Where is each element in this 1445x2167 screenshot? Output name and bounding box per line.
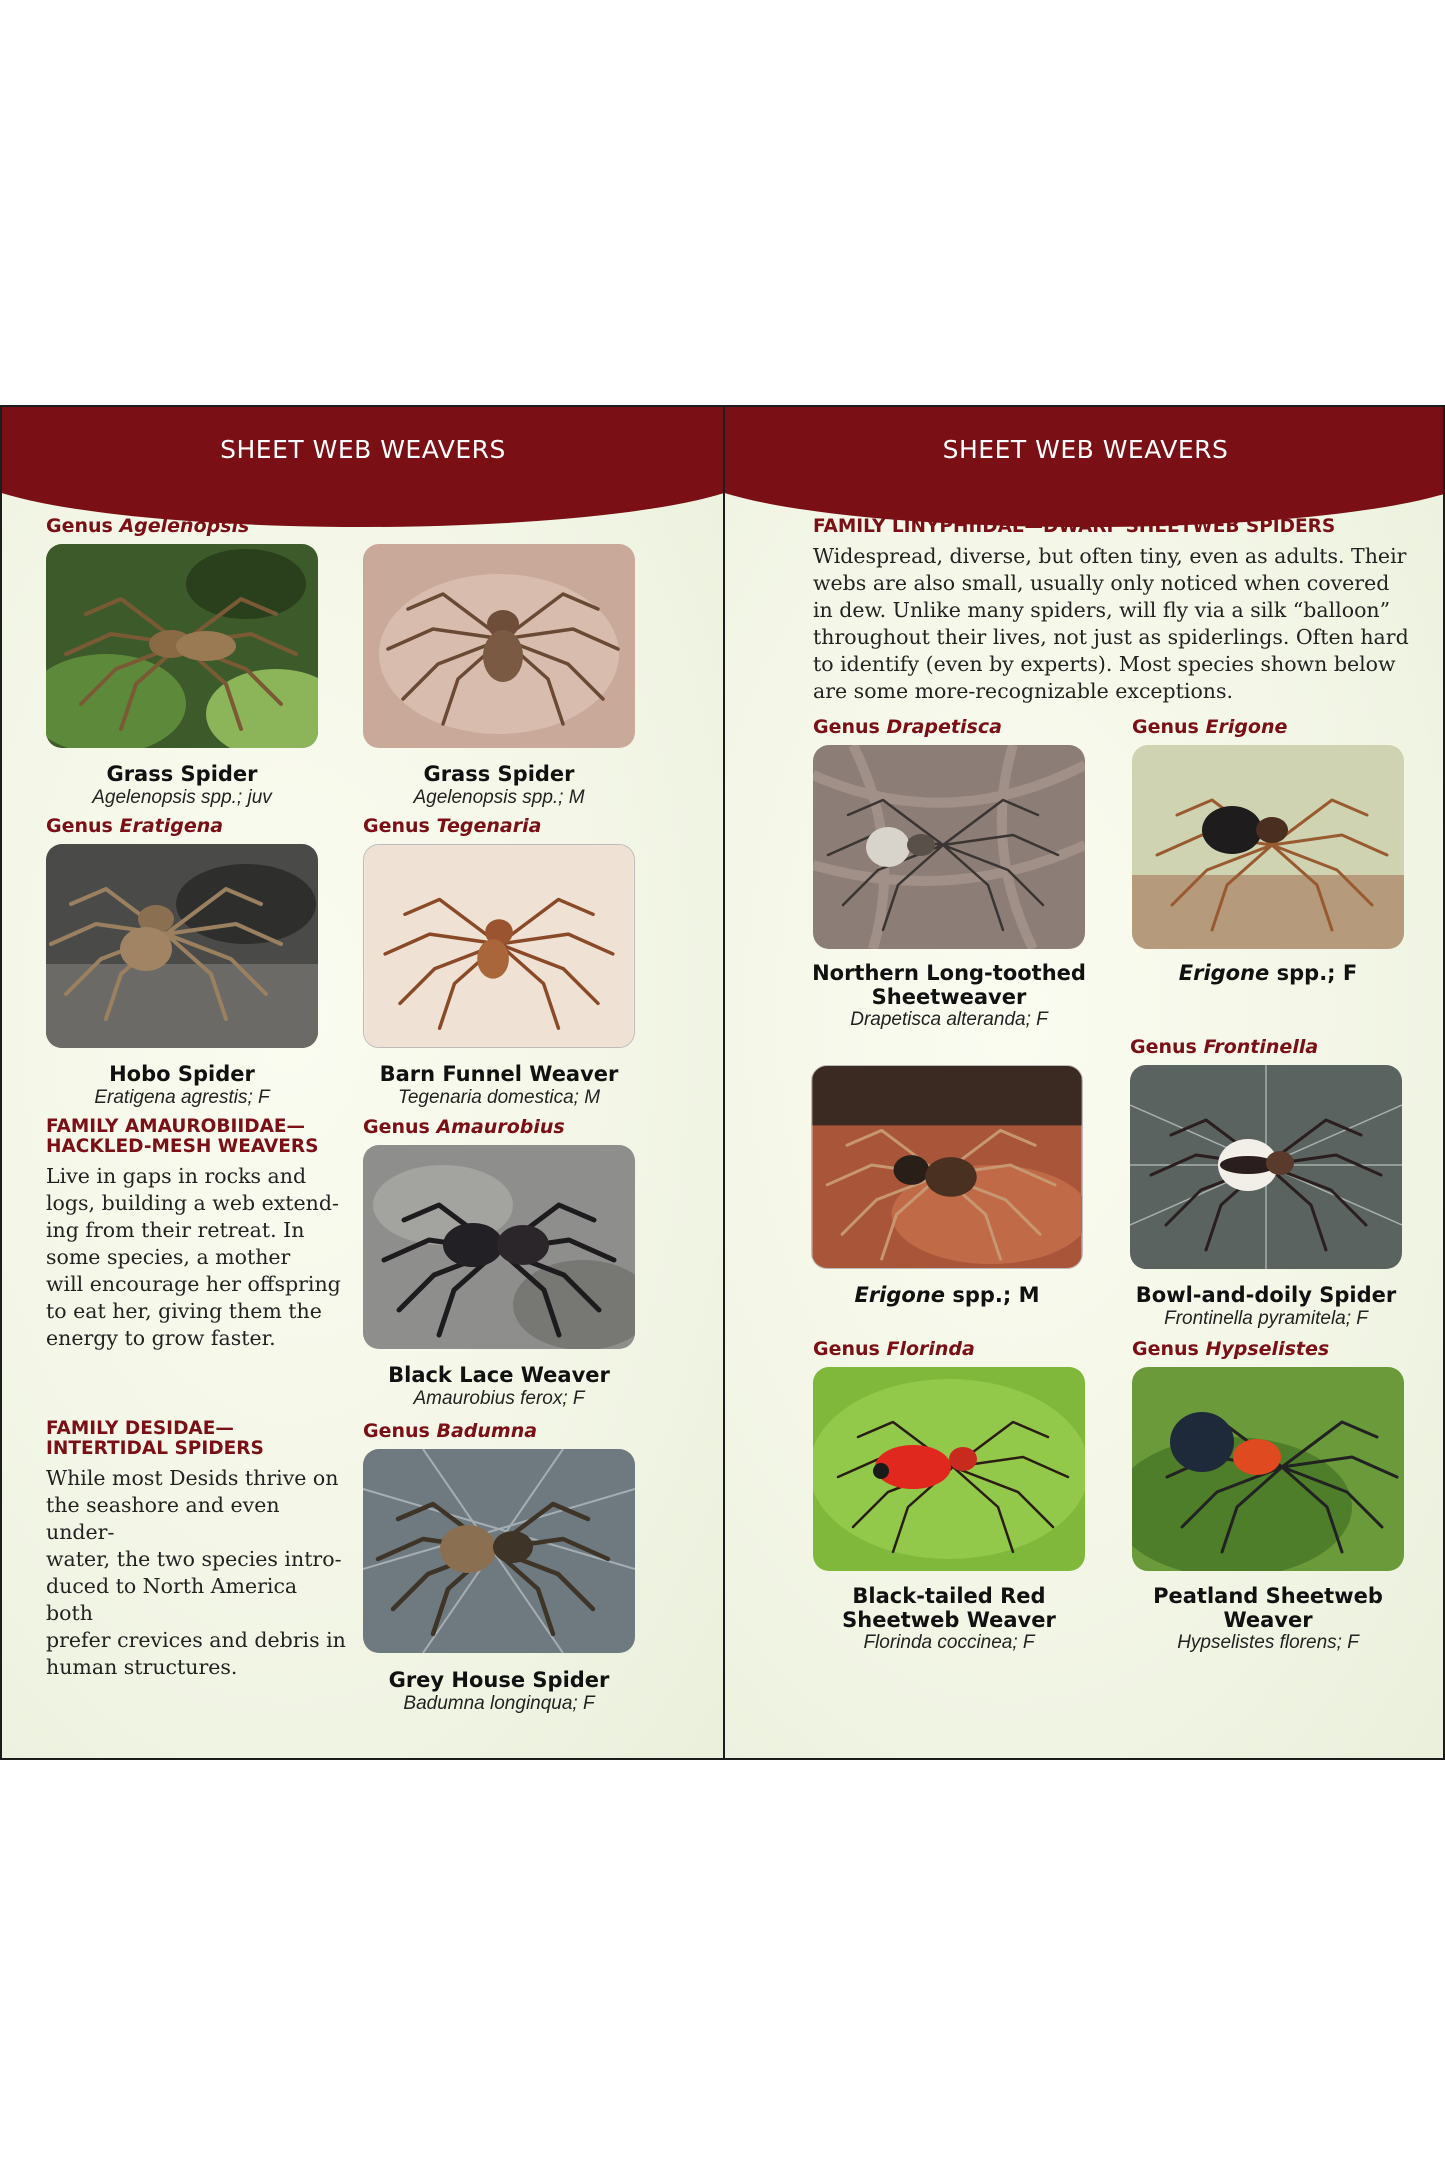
caption-black-lace-weaver: Black Lace Weaver Amaurobius ferox; F bbox=[388, 1363, 610, 1409]
photo-hobo-spider bbox=[46, 844, 318, 1048]
book-spread bbox=[0, 405, 1445, 1760]
photo-erigone-female bbox=[1132, 745, 1404, 949]
caption-erigone-male: Erigone spp.; M bbox=[854, 1283, 1040, 1307]
genus-label-agelenopsis: Genus Agelenopsis bbox=[46, 515, 250, 537]
genus-label-eratigena: Genus Eratigena bbox=[46, 815, 224, 837]
caption-hobo-spider: Hobo Spider Eratigena agrestis; F bbox=[94, 1062, 270, 1108]
photo-erigone-male bbox=[811, 1065, 1083, 1269]
genus-label-amaurobius: Genus Amaurobius bbox=[363, 1116, 565, 1138]
caption-bowl-and-doily-spider: Bowl-and-doily Spider Frontinella pyramitela; F bbox=[1135, 1283, 1397, 1329]
genus-label-tegenaria: Genus Tegenaria bbox=[363, 815, 542, 837]
family-title-amaurobiidae: FAMILY AMAUROBIIDAE— HACKLED-MESH WEAVERS bbox=[46, 1116, 319, 1158]
right-page bbox=[723, 407, 1443, 1758]
family-title-desidae: FAMILY DESIDAE— INTERTIDAL SPIDERS bbox=[46, 1418, 264, 1460]
photo-black-lace-weaver bbox=[363, 1145, 635, 1349]
caption-erigone-female: Erigone spp.; F bbox=[1178, 961, 1358, 985]
page-header-title: SHEET WEB WEAVERS bbox=[942, 435, 1229, 464]
caption-grass-spider-male: Grass Spider Agelenopsis spp.; M bbox=[413, 762, 585, 808]
photo-grass-spider-male bbox=[363, 544, 635, 748]
caption-peatland-sheetweb-weaver: Peatland Sheetweb Weaver Hypselistes florens; F bbox=[1153, 1584, 1383, 1654]
left-page bbox=[2, 407, 723, 1758]
genus-label-florinda: Genus Florinda bbox=[813, 1338, 975, 1360]
family-title-linyphiidae: FAMILY LINYPHIIDAE—DWARF SHEETWEB SPIDERS bbox=[813, 516, 1336, 537]
caption-black-tailed-red-sheetweb-weaver: Black-tailed Red Sheetweb Weaver Florinda coccinea; F bbox=[842, 1584, 1056, 1654]
family-text-amaurobiidae: Live in gaps in rocks and logs, building a web extend- ing from their retreat. In some species, a mother will encourage her offspring to eat her, giving them the energy to grow faster. bbox=[46, 1164, 341, 1350]
genus-label-erigone: Genus Erigone bbox=[1132, 716, 1288, 738]
header-banner bbox=[2, 407, 723, 527]
caption-northern-long-toothed-sheetweaver: Northern Long-toothed Sheetweaver Drapetisca alteranda; F bbox=[812, 961, 1086, 1031]
caption-grey-house-spider: Grey House Spider Badumna longinqua; F bbox=[388, 1668, 610, 1714]
caption-barn-funnel-weaver: Barn Funnel Weaver Tegenaria domestica; M bbox=[379, 1062, 619, 1108]
genus-label-hypselistes: Genus Hypselistes bbox=[1132, 1338, 1330, 1360]
photo-northern-long-toothed-sheetweaver bbox=[813, 745, 1085, 949]
genus-label-badumna: Genus Badumna bbox=[363, 1420, 538, 1442]
photo-grey-house-spider bbox=[363, 1449, 635, 1653]
page-header-title: SHEET WEB WEAVERS bbox=[220, 435, 506, 464]
family-text-linyphiidae: Widespread, diverse, but often tiny, even as adults. Their webs are also small, usually only noticed when covered in dew. Unlike many spiders, will fly via a silk “balloon” throughout their lives, not just as spiderlings. Often hard to identify (even by experts). Most species shown below are some more-recognizable exceptions. bbox=[813, 544, 1409, 703]
photo-barn-funnel-weaver bbox=[363, 844, 635, 1048]
caption-grass-spider-juv: Grass Spider Agelenopsis spp.; juv bbox=[92, 762, 272, 808]
genus-label-frontinella: Genus Frontinella bbox=[1130, 1036, 1319, 1058]
genus-label-drapetisca: Genus Drapetisca bbox=[813, 716, 1002, 738]
photo-grass-spider-juv bbox=[46, 544, 318, 748]
photo-peatland-sheetweb-weaver bbox=[1132, 1367, 1404, 1571]
photo-bowl-and-doily-spider bbox=[1130, 1065, 1402, 1269]
photo-black-tailed-red-sheetweb-weaver bbox=[813, 1367, 1085, 1571]
header-banner bbox=[723, 407, 1443, 527]
family-text-desidae: While most Desids thrive on the seashore and even under- water, the two species intro- duced to North America both prefer crevices and debris in human structures. bbox=[46, 1466, 346, 1679]
